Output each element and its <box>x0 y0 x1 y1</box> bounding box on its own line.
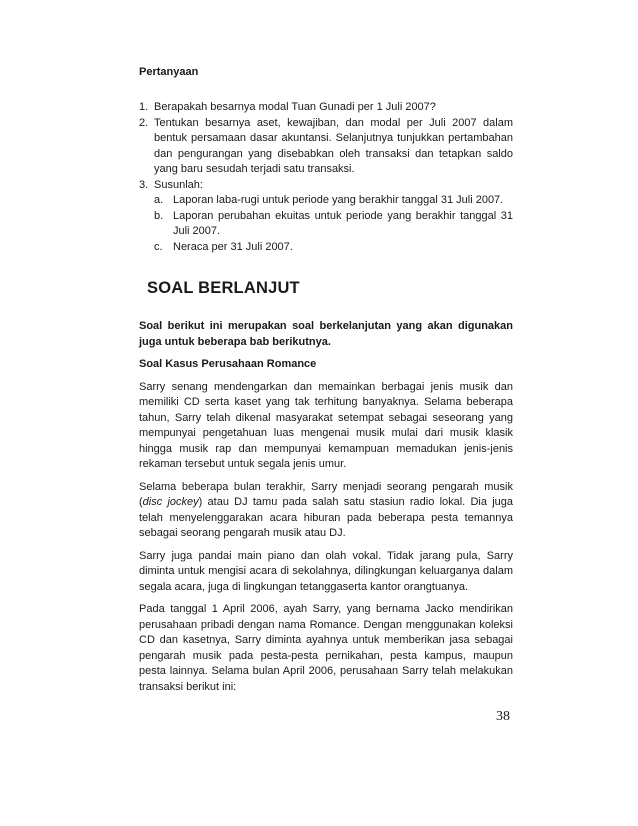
paragraph <box>139 480 513 542</box>
paragraph: Sarry juga pandai main piano dan olah vokal. Tidak jarang pula, Sarry diminta untuk mengisi acara di sekolahnya, dilingkungan keluarganya dalam segala acara, juga di lingkungan tetanggaserta kantor orangtuanya. <box>139 549 513 593</box>
case-heading: Soal Kasus Perusahaan Romance <box>139 358 317 370</box>
question-number: 3. <box>139 178 149 191</box>
paragraph: Pada tanggal 1 April 2006, ayah Sarry, yang bernama Jacko mendirikan perusahaan pribadi dengan nama Romance. Dengan menggunakan koleksi CD dan kasetnya, Sarry diminta ayahnya untuk memberikan jasa sebagai pengarah musik pada pesta-pesta pernikahan, pesta kampus, maupun pesta lainnya. Selama bulan April 2006, perusahaan Sarry telah melakukan transaksi berikut ini: <box>139 603 513 693</box>
sub-question-item <box>154 193 513 209</box>
paragraph-text: ) atau DJ tamu pada salah satu stasiun radio lokal. Dia juga telah menyelenggarakan acara hiburan pada beberapa pesta temannya sebagai seorang pengarah musik atau DJ. <box>139 496 514 539</box>
questions-list <box>139 100 513 255</box>
question-item <box>139 178 513 194</box>
sub-question-text: Laporan laba-rugi untuk periode yang berakhir tanggal 31 Juli 2007. <box>173 194 504 206</box>
sub-question-item <box>154 209 513 240</box>
page-number: 38 <box>496 709 510 724</box>
questions-heading: Pertanyaan <box>139 66 199 78</box>
italic-term: disc jockey <box>142 496 199 508</box>
section-title: SOAL BERLANJUT <box>147 279 300 297</box>
section-intro: Soal berikut ini merupakan soal berkelanjutan yang akan digunakan juga untuk beberapa bab berikutnya. <box>139 320 513 348</box>
question-text: Tentukan besarnya aset, kewajiban, dan modal per Juli 2007 dalam bentuk persamaan dasar akuntansi. Selanjutnya tunjukkan pertambahan dan pengurangan yang disebabkan oleh transaksi dan tetapkan saldo yang baru sesudah terjadi satu transaksi. <box>154 116 513 175</box>
question-number: 2. <box>139 116 149 129</box>
sub-question-text: Neraca per 31 Juli 2007. <box>173 240 293 253</box>
paragraph-text: Selama beberapa bulan terakhir, Sarry menjadi seorang pengarah musik ( <box>139 480 513 508</box>
sub-question-letter: c. <box>154 240 163 253</box>
question-item <box>139 116 513 178</box>
section-body <box>139 319 513 702</box>
sub-question-text: Laporan perubahan ekuitas untuk periode yang berakhir tanggal 31 Juli 2007. <box>173 209 513 237</box>
question-number: 1. <box>139 101 149 113</box>
sub-question-letter: a. <box>154 194 164 206</box>
paragraph: Sarry senang mendengarkan dan memainkan berbagai jenis musik dan memiliki CD serta kaset yang tak terhitung banyaknya. Selama beberapa tahun, Sarry telah dikenal masyarakat setempat sebagai seseorang yang mempunyai pengetahuan luas mengenai musik mulai dari musik klasik hingga musik rap dan mempunyai kemampuan memadukan jenis-jenis rekaman tersebut untuk segala jenis umur. <box>139 380 513 470</box>
sub-question-letter: b. <box>154 209 164 222</box>
question-text: Susunlah: <box>154 178 203 191</box>
question-item <box>139 100 513 116</box>
question-text: Berapakah besarnya modal Tuan Gunadi per 1 Juli 2007? <box>154 101 436 113</box>
sub-question-item <box>154 240 513 256</box>
